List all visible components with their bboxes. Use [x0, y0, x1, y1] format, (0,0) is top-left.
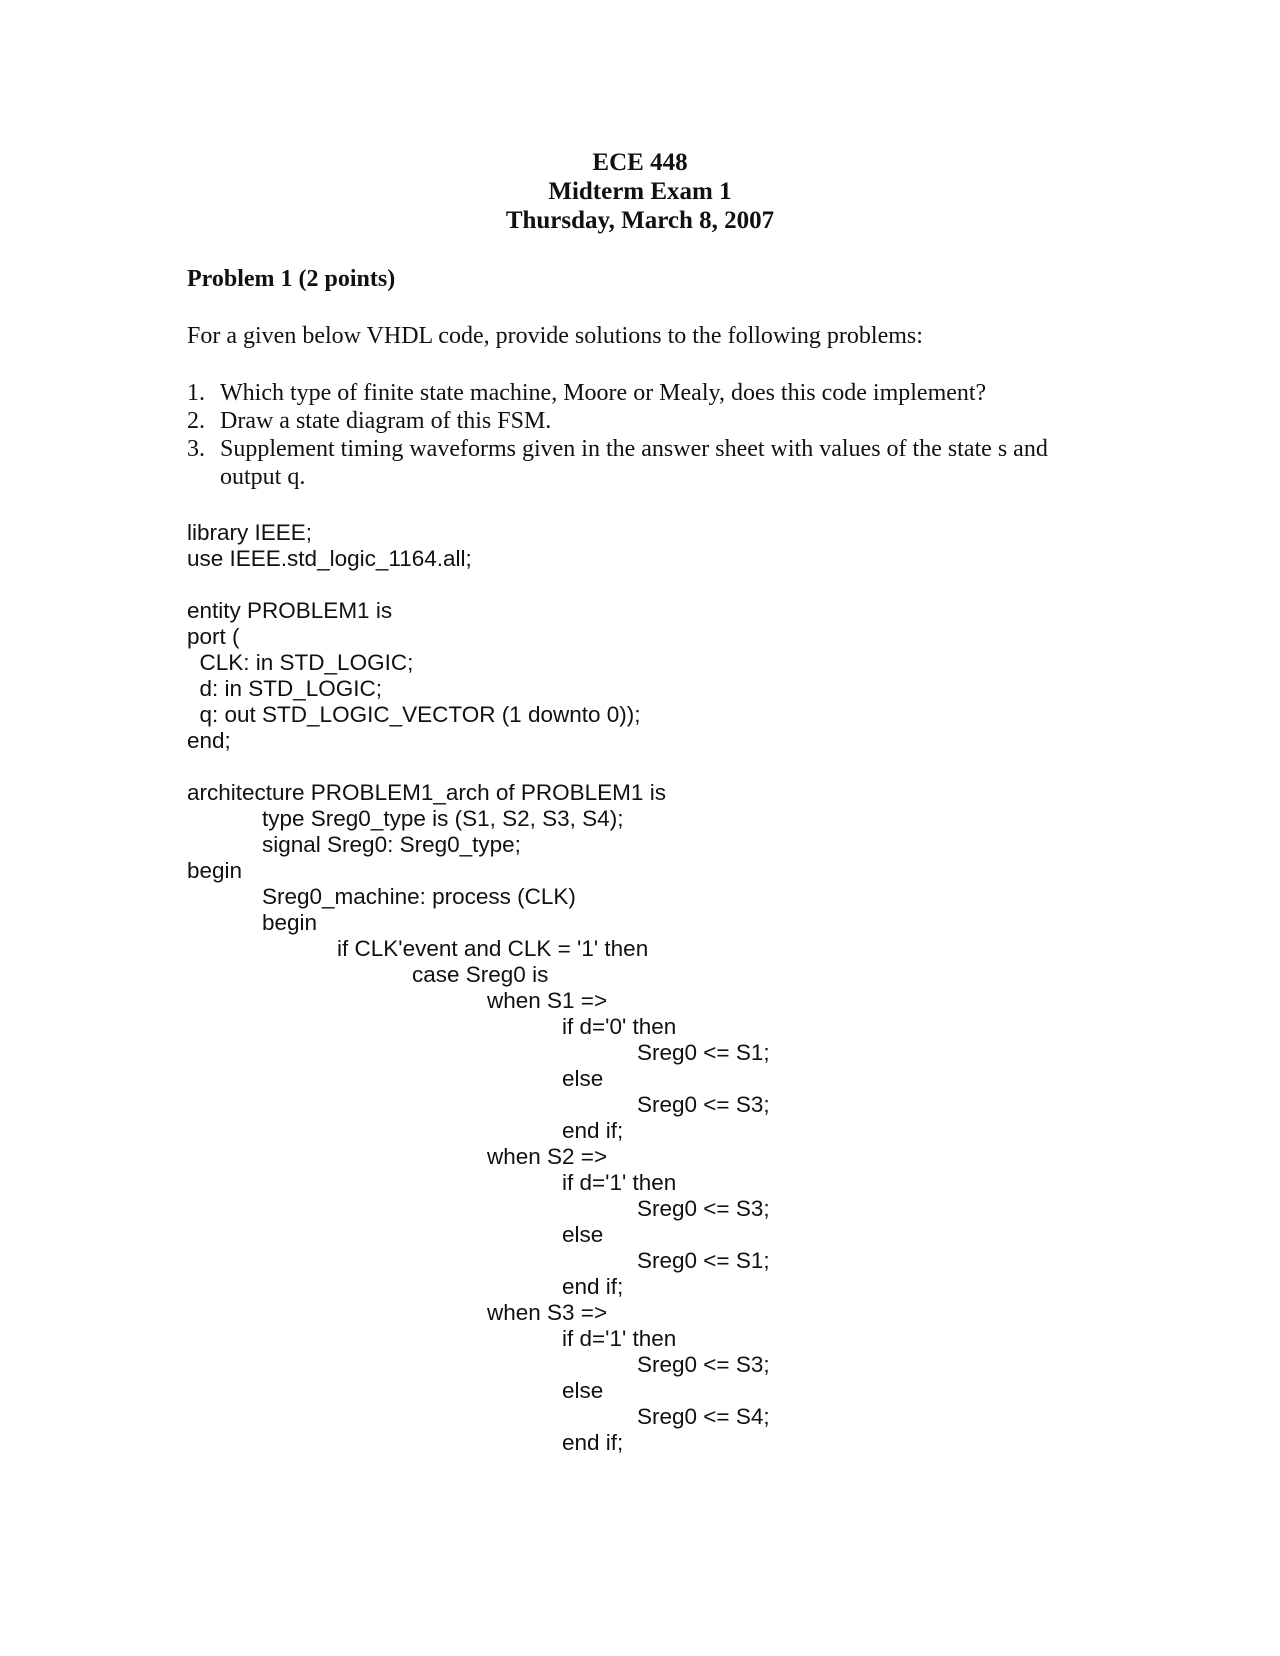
code-line: end;	[187, 728, 231, 753]
code-line: Sreg0 <= S3;	[637, 1352, 770, 1377]
problem-intro: For a given below VHDL code, provide solutions to the following problems:	[187, 323, 923, 349]
code-line: if CLK'event and CLK = '1' then	[337, 936, 649, 961]
code-line: if d='1' then	[562, 1170, 677, 1195]
code-line: else	[562, 1066, 604, 1091]
code-line: type Sreg0_type is (S1, S2, S3, S4);	[262, 806, 624, 831]
code-line: if d='0' then	[562, 1014, 677, 1039]
question-number: 3.	[187, 436, 205, 462]
exam-header	[0, 148, 1280, 235]
course-title: ECE 448	[592, 149, 688, 176]
code-line: when S1 =>	[487, 988, 608, 1013]
code-line: when S3 =>	[487, 1300, 608, 1325]
code-line: Sreg0 <= S3;	[637, 1092, 770, 1117]
code-line: begin	[262, 910, 318, 935]
code-line: end if;	[562, 1274, 624, 1299]
code-line: end if;	[562, 1430, 624, 1455]
code-line: if d='1' then	[562, 1326, 677, 1351]
code-line: when S2 =>	[487, 1144, 608, 1169]
question-list	[187, 379, 1107, 491]
question-text: Draw a state diagram of this FSM.	[220, 408, 552, 434]
code-line: else	[562, 1222, 604, 1247]
question-item	[187, 435, 1107, 491]
code-line: use IEEE.std_logic_1164.all;	[187, 546, 472, 571]
code-line: CLK: in STD_LOGIC;	[187, 650, 414, 675]
exam-date: Thursday, March 8, 2007	[505, 207, 775, 234]
code-line: begin	[187, 858, 243, 883]
question-number: 2.	[187, 408, 205, 434]
exam-title: Midterm Exam 1	[548, 178, 732, 205]
code-line: Sreg0 <= S3;	[637, 1196, 770, 1221]
code-line: Sreg0 <= S1;	[637, 1248, 770, 1273]
code-line: Sreg0 <= S4;	[637, 1404, 770, 1429]
question-number: 1.	[187, 380, 205, 406]
code-line: case Sreg0 is	[412, 962, 549, 987]
question-item	[187, 379, 1107, 407]
code-line: q: out STD_LOGIC_VECTOR (1 downto 0));	[187, 702, 641, 727]
code-line: else	[562, 1378, 604, 1403]
code-line: architecture PROBLEM1_arch of PROBLEM1 is	[187, 780, 666, 805]
code-line: d: in STD_LOGIC;	[187, 676, 383, 701]
question-text: Supplement timing waveforms given in the answer sheet with values of the state s and output q.	[220, 436, 1048, 490]
code-line: signal Sreg0: Sreg0_type;	[262, 832, 521, 857]
code-line: Sreg0 <= S1;	[637, 1040, 770, 1065]
question-text: Which type of finite state machine, Moore or Mealy, does this code implement?	[220, 380, 987, 406]
code-line: library IEEE;	[187, 520, 313, 545]
code-line: entity PROBLEM1 is	[187, 598, 393, 623]
code-line: port (	[187, 624, 240, 649]
problem-title: Problem 1 (2 points)	[187, 266, 396, 292]
code-line: end if;	[562, 1118, 624, 1143]
question-item	[187, 407, 1107, 435]
code-line: Sreg0_machine: process (CLK)	[262, 884, 576, 909]
